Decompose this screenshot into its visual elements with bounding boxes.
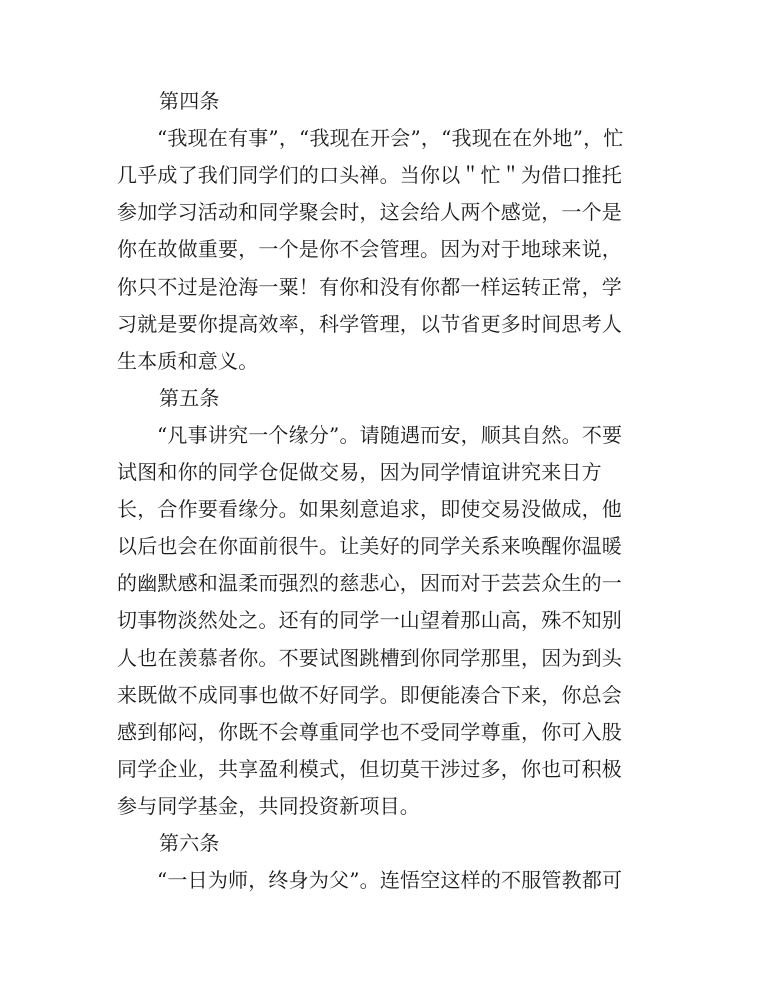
section-heading: 第四条 — [159, 89, 220, 113]
paragraph-line: 切事物淡然处之。还有的同学一山望着那山高，殊不知别 — [117, 608, 622, 633]
paragraph-line: “我现在有事”，“我现在开会”，“我现在在外地”，忙 — [157, 126, 624, 151]
paragraph-line: 参加学习活动和同学聚会时，这会给人两个感觉，一个是 — [117, 200, 622, 225]
paragraph-line: “一日为师，终身为父”。连悟空这样的不服管教都可 — [157, 868, 623, 893]
paragraph-line: 的幽默感和温柔而强烈的慈悲心，因而对于芸芸众生的一 — [117, 571, 622, 596]
paragraph-line: 习就是要你提高效率，科学管理，以节省更多时间思考人 — [117, 311, 622, 336]
paragraph-line: 你在故做重要，一个是你不会管理。因为对于地球来说， — [117, 237, 622, 262]
paragraph-line: 来既做不成同事也做不好同学。即便能凑合下来，你总会 — [117, 682, 622, 707]
paragraph-line: 同学企业，共享盈利模式，但切莫干涉过多，你也可积极 — [117, 756, 622, 781]
paragraph-line: 你只不过是沧海一粟！有你和没有你都一样运转正常，学 — [117, 274, 622, 299]
paragraph-line: 参与同学基金，共同投资新项目。 — [117, 793, 420, 818]
paragraph-line: 长，合作要看缘分。如果刻意追求，即使交易没做成，他 — [117, 497, 622, 522]
paragraph-line: 以后也会在你面前很牛。让美好的同学关系来唤醒你温暖 — [117, 534, 622, 559]
paragraph-line: 人也在羡慕者你。不要试图跳槽到你同学那里，因为到头 — [117, 645, 622, 670]
paragraph-line: 试图和你的同学仓促做交易，因为同学情谊讲究来日方 — [117, 460, 602, 484]
paragraph-line: 感到郁闷，你既不会尊重同学也不受同学尊重，你可入股 — [117, 719, 622, 744]
paragraph-line: 几乎成了我们同学们的口头禅。当你以＂忙＂为借口推托 — [117, 163, 622, 188]
section-heading: 第五条 — [159, 385, 220, 410]
section-heading: 第六条 — [159, 831, 220, 855]
paragraph-line: “凡事讲究一个缘分”。请随遇而安，顺其自然。不要 — [157, 422, 623, 447]
paragraph-line: 生本质和意义。 — [117, 348, 259, 373]
